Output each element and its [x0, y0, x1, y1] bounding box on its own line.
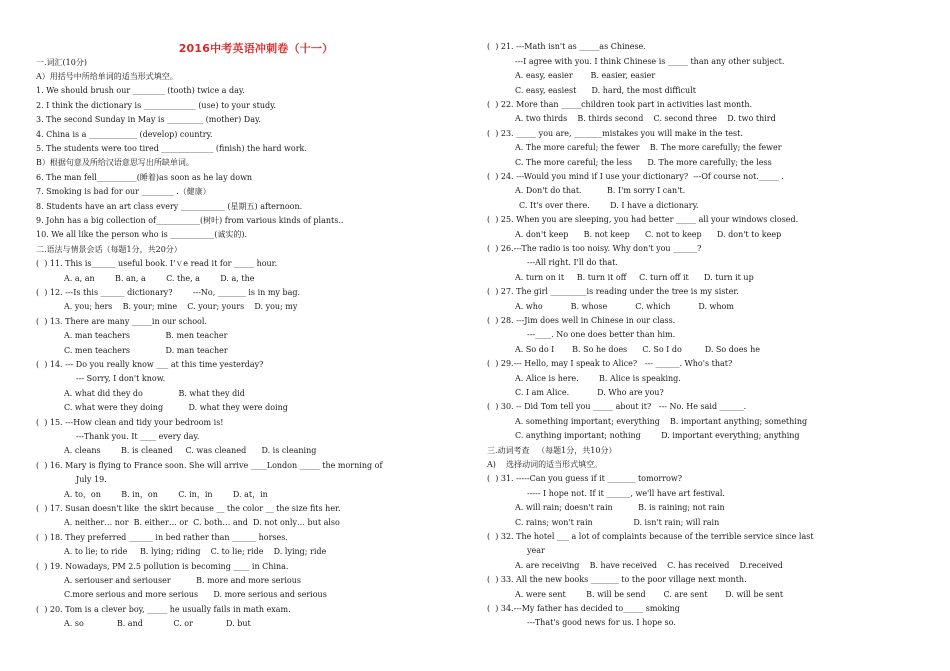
text-line: ( ) 15. ---How clean and tidy your bedroom is! [36, 418, 224, 427]
text-line: C.more serious and more serious D. more serious and serious [64, 590, 327, 599]
text-line: 二.语法与情景会话（每题1分，共20分） [36, 245, 182, 254]
text-line: ( ) 20. Tom is a clever boy, _____ he usually fails in math exam. [36, 605, 291, 614]
text-line: year [527, 546, 545, 555]
text-line: A. are receiving B. have received C. has received D.received [515, 561, 783, 570]
text-line: C. anything important; nothing D. important everything; anything [515, 431, 800, 440]
text-line: ( ) 28. ---Jim does well in Chinese in our class. [487, 316, 676, 325]
text-line: C. easy, easiest D. hard, the most difficult [515, 86, 696, 95]
text-line: A. who B. whose C. which D. whom [515, 302, 734, 311]
text-line: ( ) 29.--- Hello, may I speak to Alice? --- ______. Who's that? [487, 359, 733, 368]
text-line: A. Alice is here. B. Alice is speaking. [515, 374, 681, 383]
text-line: A. The more careful; the fewer B. The more carefully; the fewer [515, 143, 782, 152]
text-line: 8. Students have an art class every ___________ (星期五) afternoon. [36, 202, 303, 211]
text-line: ( ) 25. When you are sleeping, you had better _____ all your windows closed. [487, 215, 799, 224]
text-line: A. will rain; doesn't rain B. is raining; not rain [515, 503, 725, 512]
text-line: C. It's over there. D. I have a dictionary. [519, 201, 699, 210]
text-line: ( ) 23. _____ you are, _______mistakes you will make in the test. [487, 129, 743, 138]
text-line: A. neither… nor B. either… or C. both… and D. not only… but also [64, 518, 340, 527]
text-line: A. so B. and C. or D. but [64, 619, 251, 628]
text-line: 5. The students were too tired _____________ (finish) the hard work. [36, 144, 307, 153]
text-line: A. man teachers B. men teacher [64, 331, 228, 340]
text-line: A. you; hers B. your; mine C. your; yours D. you; my [64, 302, 298, 311]
text-line: A. turn on it B. turn it off C. turn off it D. turn it up [515, 273, 754, 282]
text-line: A) 选择动词的适当形式填空。 [487, 460, 603, 469]
text-line: July 19. [76, 475, 107, 484]
text-line: 三.动词考查 （每题1分，共10分） [487, 446, 617, 455]
text-line: A. easy, easier B. easier, easier [515, 71, 656, 80]
text-line: ( ) 33. All the new books _______ to the poor village next month. [487, 575, 747, 584]
text-line: ( ) 14. --- Do you really know ___ at this time yesterday? [36, 360, 264, 369]
text-line: --- Sorry, I don't know. [76, 374, 166, 383]
text-line: ( ) 13. There are many _____in our school. [36, 317, 207, 326]
text-line: ---I agree with you. I think Chinese is _____ than any other subject. [515, 57, 785, 66]
text-line: 2. I think the dictionary is _____________ (use) to your study. [36, 101, 277, 110]
text-line: 6. The man fell__________(睡着)as soon as he lay down [36, 173, 253, 182]
text-line: ( ) 34.---My father has decided to_____ smoking [487, 604, 680, 613]
text-line: ---That's good news for us. I hope so. [527, 618, 676, 627]
text-line: ( ) 31. -----Can you guess if it _______ tomorrow? [487, 474, 682, 483]
text-line: C. what were they doing D. what they were doing [64, 403, 288, 412]
text-line: ( ) 32. The hotel ___ a lot of complaints because of the terrible service since last [487, 532, 814, 541]
text-line: A. to lie; to ride B. lying; riding C. to lie; ride D. lying; ride [64, 547, 327, 556]
text-line: ---____. No one does better than him. [527, 330, 676, 339]
text-line: A）用括号中所给单词的适当形式填空。 [36, 72, 178, 81]
text-line: ( ) 21. ---Math isn't as _____as Chinese. [487, 42, 646, 51]
text-line: ( ) 24. ---Would you mind if I use your dictionary? ---Of course not._____ . [487, 172, 784, 181]
text-line: ( ) 19. Nowadays, PM 2.5 pollution is becoming ____ in China. [36, 562, 289, 571]
text-line: 一.词汇(10分) [36, 58, 87, 67]
text-line: ( ) 12. ---Is this ______ dictionary? ---No, _______ is in my bag. [36, 288, 301, 297]
text-line: A. something important; everything B. important anything; something [515, 417, 808, 426]
text-line: A. a, an B. an, a C. the, a D. a, the [64, 274, 255, 283]
text-line: ( ) 30. -- Did Tom tell you _____ about it? --- No. He said ______. [487, 402, 747, 411]
text-line: C. I am Alice. D. Who are you? [515, 388, 664, 397]
text-line: 4. China is a ____________ (develop) country. [36, 130, 213, 139]
text-line: 10. We all like the person who is ___________(诚实的). [36, 230, 248, 239]
text-line: A. seriouser and seriouser B. more and more serious [64, 576, 301, 585]
text-line: ( ) 11. This is______ useful book. I'ｖe read it for _____ hour. [36, 259, 278, 268]
text-line: ( ) 18. They preferred ______ in bed rather than ______ horses. [36, 533, 288, 542]
text-line: C. men teachers D. man teacher [64, 346, 228, 355]
text-line: A. what did they do B. what they did [64, 389, 245, 398]
text-line: C. rains; won't rain D. isn't rain; will rain [515, 518, 720, 527]
text-line: ----- I hope not. If it ______, we'll have art festival. [527, 489, 725, 498]
text-line: ( ) 17. Susan doesn't like the skirt because __ the color __ the size fits her. [36, 504, 341, 513]
text-line: B）根据句意及所给汉语意思写出所缺单词。 [36, 158, 194, 167]
text-line: ---All right. I'll do that. [527, 258, 618, 267]
text-line: 3. The second Sunday in May is _________ (mother) Day. [36, 115, 261, 124]
text-line: ( ) 22. More than _____children took part in activities last month. [487, 100, 753, 109]
text-line: A. cleans B. is cleaned C. was cleaned D. is cleaning [64, 446, 317, 455]
text-line: A. two thirds B. thirds second C. second three D. two third [515, 114, 776, 123]
text-line: A. Don't do that. B. I'm sorry I can't. [515, 186, 686, 195]
text-line: C. The more careful; the less D. The more carefully; the less [515, 158, 772, 167]
text-line: ( ) 16. Mary is flying to France soon. She will arrive ____London _____ the morning of [36, 461, 383, 470]
text-line: ( ) 27. The girl _________is reading under the tree is my sister. [487, 287, 739, 296]
text-line: A. were sent B. will be send C. are sent D. will be sent [515, 590, 784, 599]
text-line: A. to，on B. in，on C. in，in D. at，in [64, 490, 268, 499]
page-title: 2016中考英语冲刺卷（十一） [178, 42, 334, 55]
text-line: 1. We should brush our ________ (tooth) twice a day. [36, 86, 245, 95]
text-line: ---Thank you. It ____ every day. [76, 432, 200, 441]
text-line: 7. Smoking is bad for our ________ .（健康） [36, 187, 211, 196]
text-line: A. So do I B. So he does C. So I do D. So does he [515, 345, 760, 354]
text-line: A. don't keep B. not keep C. not to keep D. don't to keep [515, 230, 782, 239]
text-line: 9. John has a big collection of___________(树叶) from various kinds of plants.. [36, 216, 344, 225]
text-line: ( ) 26.---The radio is too noisy. Why don't you ______? [487, 244, 702, 253]
